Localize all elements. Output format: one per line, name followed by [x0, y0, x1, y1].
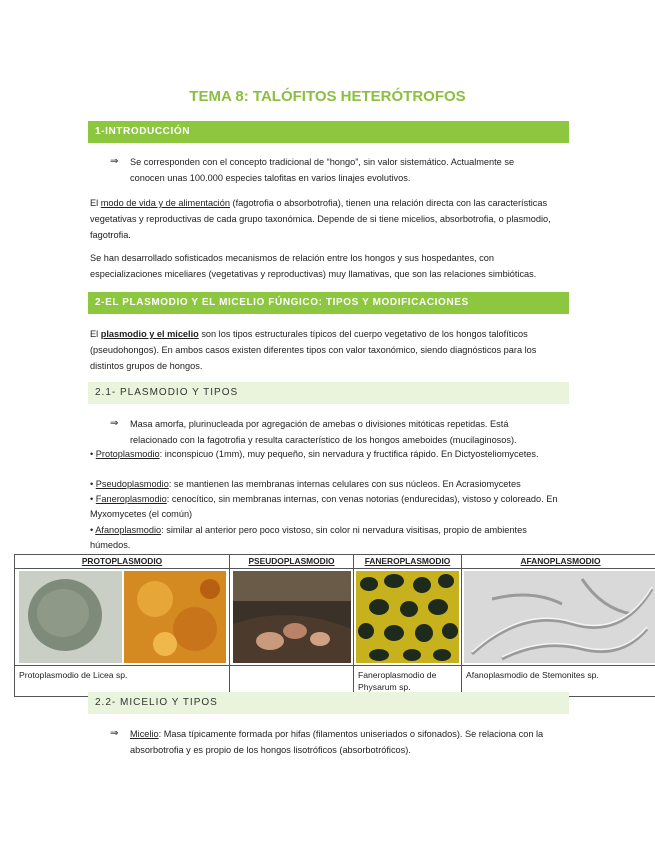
- term-plasmodio-micelio: plasmodio y el micelio: [100, 329, 199, 339]
- section-heading-introduccion: 1-INTRODUCCIÓN: [88, 121, 569, 143]
- arrow-icon: ⇒: [110, 156, 119, 167]
- section-heading-plasmodio-micelio: 2-EL PLASMODIO Y EL MICELIO FÚNGICO: TIPOS Y MODIFICACIONES: [88, 292, 569, 314]
- table-header: PSEUDOPLASMODIO: [230, 555, 354, 569]
- subsection-heading-micelio: 2.2- MICELIO Y TIPOS: [88, 692, 569, 714]
- bullet-list-plasmodio: [90, 447, 568, 553]
- term-modo-de-vida: modo de vida y de alimentación: [100, 198, 230, 208]
- list-item: • Afanoplasmodio: similar al anterior pero poco vistoso, sin color ni nervadura visitisas, propio de ambientes húmedos.: [90, 525, 527, 550]
- arrow-icon: ⇒: [110, 418, 119, 429]
- list-item: • Protoplasmodio: inconspicuo (1mm), muy pequeño, sin nervadura y fructifica rápido. En Dictyosteliomycetes.: [90, 449, 539, 459]
- paragraph-relaciones: Se han desarrollado sofisticados mecanismos de relación entre los hongos y sus hospedantes, con especializaciones miceliares (vegetativas y reproductivas) muy llamativas, que son las relaciones simbióticas.: [90, 253, 537, 279]
- table-header: FANEROPLASMODIO: [354, 555, 462, 569]
- table-caption: Faneroplasmodio de Physarum sp.: [354, 666, 462, 697]
- afanoplasmodio-photo: [462, 569, 655, 666]
- intro-arrow-item: Se corresponden con el concepto tradicional de “hongo”, sin valor sistemático. Actualmente se conocen unas 100.000 especies talofitas en varios linajes evolutivos.: [130, 157, 515, 183]
- table-caption: Afanoplasmodio de Stemonites sp.: [462, 666, 655, 697]
- table-caption: Protoplasmodio de Licea sp.: [15, 666, 230, 697]
- page-title: TEMA 8: TALÓFITOS HETERÓTROFOS: [189, 88, 466, 105]
- protoplasmodio-photo: [15, 569, 230, 666]
- paragraph-plasmodio-micelio: El plasmodio y el micelio son los tipos estructurales típicos del cuerpo vegetativo de los hongos talofíticos (pseudohongos). En ambos casos existen diferentes tipos con valor taxonómico, siendo diagnósticos para los distintos grupos de hongos.: [90, 329, 537, 371]
- term-micelio: Micelio: [130, 729, 159, 739]
- table-header: AFANOPLASMODIO: [462, 555, 655, 569]
- arrow-icon: ⇒: [110, 728, 119, 739]
- list-item: • Faneroplasmodio: cenocítico, sin membranas internas, con venas notorias (endurecidas), vistoso y coloreado. En Myxomycetes (el común): [90, 494, 558, 519]
- subsection-heading-plasmodio: 2.1- PLASMODIO Y TIPOS: [88, 382, 569, 404]
- list-item: • Pseudoplasmodio: se mantienen las membranas internas celulares con sus núcleos. En Acrasiomycetes: [90, 479, 521, 489]
- paragraph-modo-de-vida: El modo de vida y de alimentación (fagotrofia o absorbotrofia), tienen una relación directa con las características vegetativas y reproductivas de cada grupo taxonómica. Depende de si tiene micelios, absorbotrofia, o plasmodio, fagotrofia.: [90, 198, 551, 240]
- plasmodio-types-table: [14, 554, 655, 697]
- faneroplasmodio-photo: [354, 569, 462, 666]
- plasmodio-arrow-item: Masa amorfa, plurinucleada por agregación de amebas o divisiones mitóticas repetidas. Está relacionado con la fagotrofia y resulta característico de los hongos ameboides (mucilaginosos).: [130, 419, 517, 445]
- micelio-arrow-item: Micelio: Masa típicamente formada por hifas (filamentos uniseriados o sifonados). Se relaciona con la absorbotrofia y es propio de los hongos lisotróficos (absorbotróficos).: [130, 729, 544, 755]
- pseudoplasmodio-photo: [230, 569, 354, 666]
- table-header: PROTOPLASMODIO: [15, 555, 230, 569]
